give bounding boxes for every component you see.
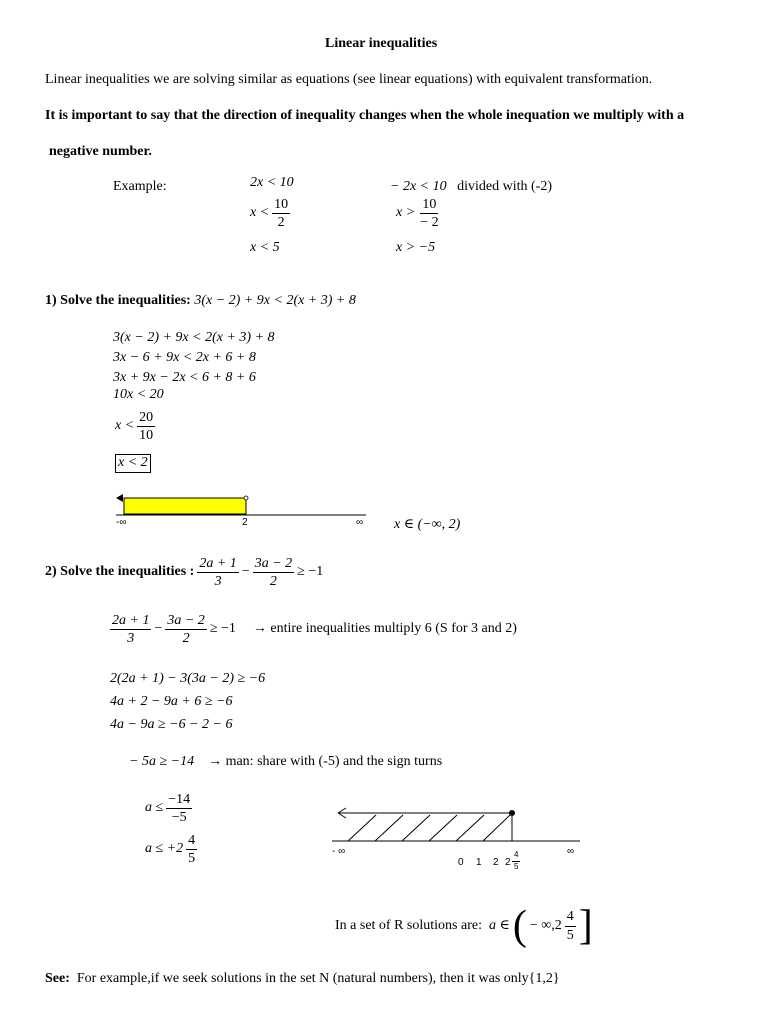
example-right-line3: x > −5	[396, 240, 436, 255]
fraction: $\frac{10}{2}$	[274, 197, 289, 231]
see-note: See: For example,if we seek solutions in the set N (natural numbers), then it was only{1,2}	[45, 971, 560, 986]
important-note-cont: negative number.	[49, 144, 152, 159]
open-endpoint	[244, 496, 248, 500]
number-line-2	[330, 800, 585, 850]
fraction: $\frac{2a + 1}{3}$	[112, 613, 150, 647]
example-left-line1: 2x < 10	[250, 175, 294, 190]
fraction: $\frac{3a - 2}{2}$	[167, 613, 205, 647]
example-left-line3: x < 5	[250, 240, 280, 255]
example-right-line2: x > $\frac{10}{- 2}$	[396, 197, 439, 231]
fraction: $\frac{4}{5}$	[188, 833, 196, 867]
solution-shade	[124, 498, 246, 514]
problem1-step: 10x < 20	[113, 387, 164, 402]
fraction: $\frac{10}{- 2}$	[420, 197, 439, 231]
fraction: $\frac{3a - 2}{2}$	[254, 556, 293, 590]
problem2-heading: 2) Solve the inequalities : $\frac{2a + 1}{3}$ − $\frac{3a - 2}{2}$ ≥ −1	[45, 556, 324, 590]
problem1-step: 3x + 9x − 2x < 6 + 8 + 6	[113, 370, 256, 385]
axis2-tick: 0	[458, 857, 464, 868]
axis2-left-label: - ∞	[332, 846, 346, 857]
problem1-solution: x ∈ (−∞, 2)	[394, 517, 461, 532]
problem2-step5: − 5a ≥ −14 → man: share with (-5) and the sign turns	[129, 754, 443, 769]
problem2-fraction-step: a ≤ $\frac{-14}{-5}$	[145, 792, 191, 826]
axis1-mid-label: 2	[242, 517, 248, 528]
axis2-right-label: ∞	[567, 846, 575, 857]
problem1-step: 3(x − 2) + 9x < 2(x + 3) + 8	[113, 330, 275, 345]
axis1-right-label: ∞	[356, 517, 364, 528]
problem2-step: 4a − 9a ≥ −6 − 2 − 6	[110, 717, 233, 732]
problem2-step: 4a + 2 − 9a + 6 ≥ −6	[110, 694, 233, 709]
fraction: $\frac{2a + 1}{3}$	[199, 556, 237, 590]
intro-text: Linear inequalities we are solving similar as equations (see linear equations) with equivalent transformation.	[45, 72, 653, 87]
axis2-tick-fraction: $\frac{4}{5}$	[514, 850, 519, 871]
problem2-mixed-step: a ≤ +2 $\frac{4}{5}$	[145, 833, 196, 867]
problem1-fraction-step: x < $\frac{20}{10}$	[115, 410, 154, 444]
axis2-tick: 1	[476, 857, 482, 868]
axis2-tick: 2	[493, 857, 499, 868]
important-note: It is important to say that the direction of inequality changes when the whole inequation we multiply with a	[45, 108, 685, 123]
page-title: Linear inequalities	[325, 36, 438, 51]
arrow-left-icon	[116, 494, 123, 502]
axis1-left-label: -∞	[116, 517, 127, 528]
axis2-tick: 2	[505, 857, 511, 868]
problem2-solution-set: In a set of R solutions are: a ∈ ( − ∞,2 $\frac{4}{5}$ ]	[335, 903, 593, 949]
fraction: $\frac{4}{5}$	[566, 909, 574, 943]
problem1-step: 3x − 6 + 9x < 2x + 6 + 8	[113, 350, 256, 365]
problem1-heading: 1) Solve the inequalities: 3(x − 2) + 9x < 2(x + 3) + 8	[45, 293, 356, 308]
fraction: $\frac{-14}{-5}$	[168, 792, 191, 826]
problem2-step: 2(2a + 1) − 3(3a − 2) ≥ −6	[110, 671, 266, 686]
example-left-line2: x < $\frac{10}{2}$	[250, 197, 289, 231]
problem2-step1: $\frac{2a + 1}{3}$ − $\frac{3a - 2}{2}$ ≥ −1 → entire inequalities multiply 6 (S for 3 and 2)	[112, 613, 517, 647]
example-label: Example:	[113, 179, 167, 194]
arrow-left-icon	[338, 808, 346, 813]
example-right-line1: − 2x < 10 divided with (-2)	[390, 179, 552, 194]
fraction: $\frac{20}{10}$	[139, 410, 154, 444]
problem1-result-box: x < 2	[115, 454, 151, 473]
hatch-lines	[348, 815, 510, 841]
